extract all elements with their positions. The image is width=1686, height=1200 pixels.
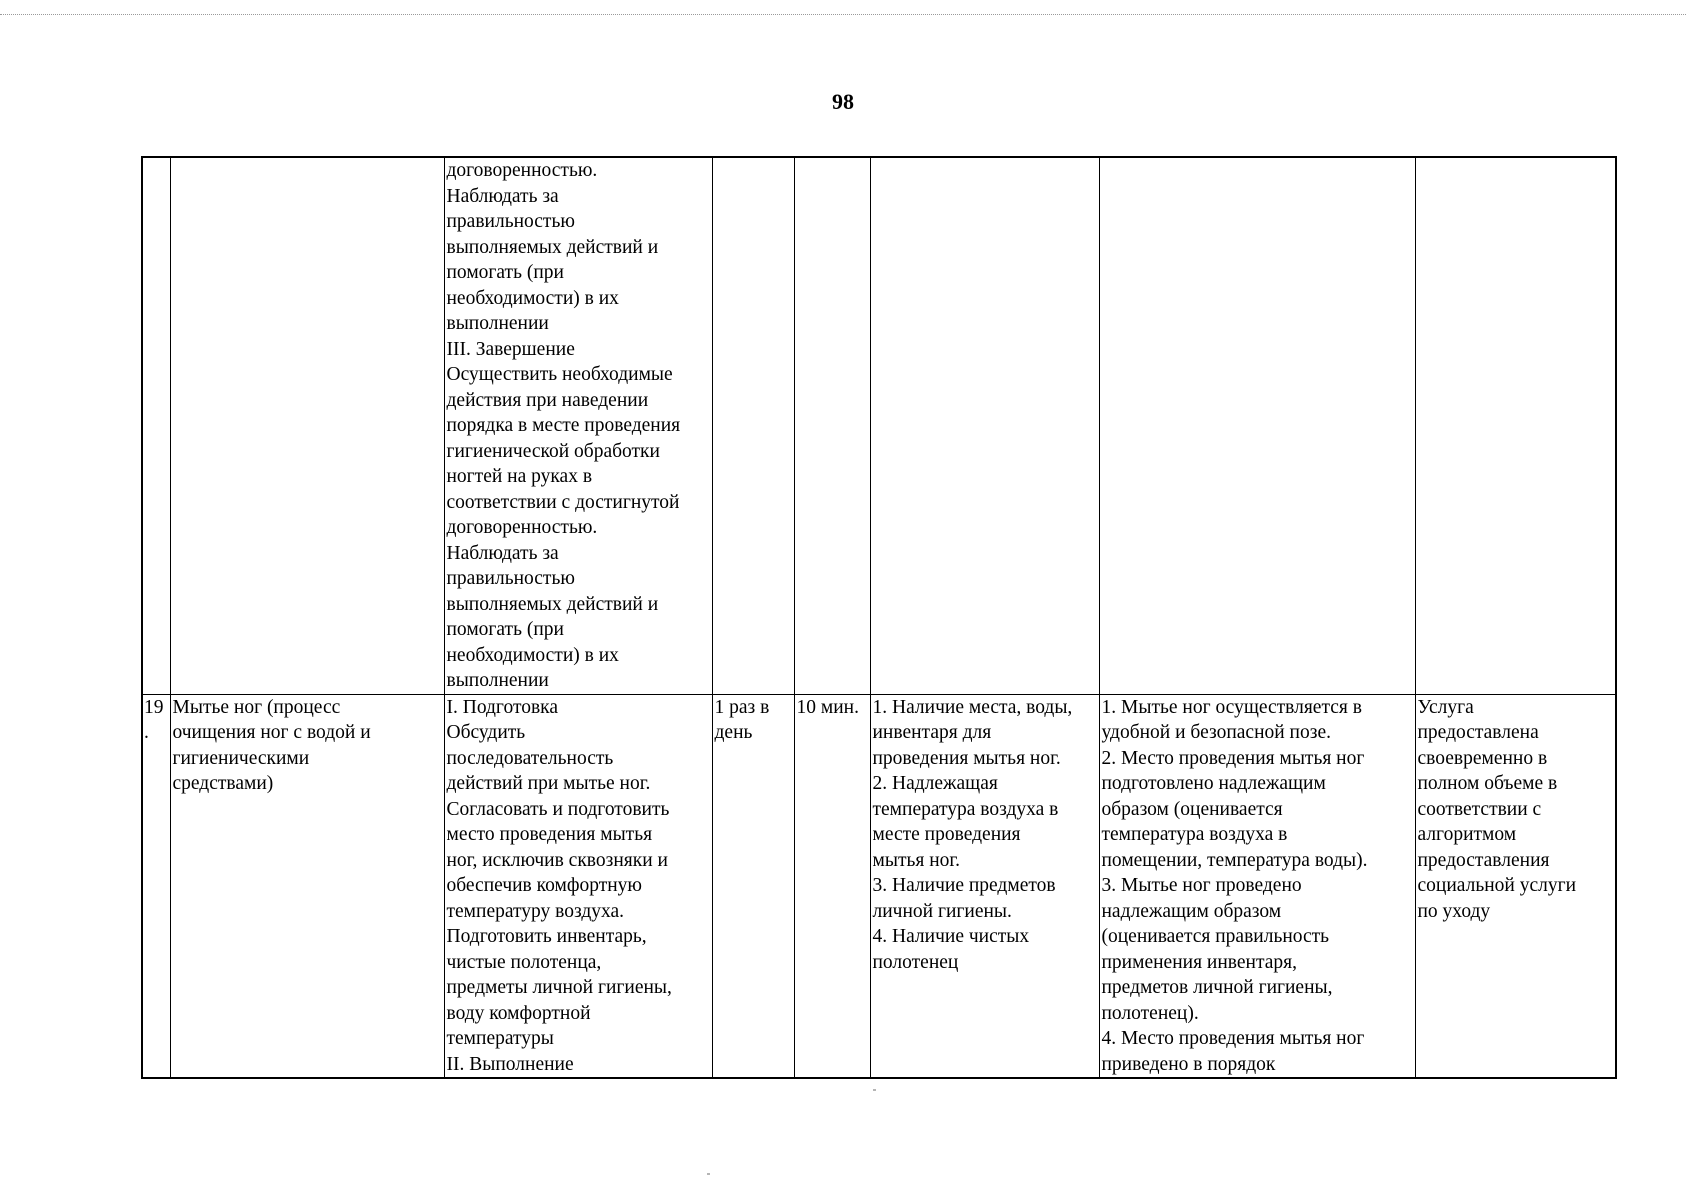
cell-evaluation: Услуга предоставлена своевременно в полном объеме в соответствии с алгоритмом предоставления социальной услуги по уходу — [1415, 694, 1616, 1078]
cell-duration — [794, 157, 870, 694]
cell-conditions: 1. Наличие места, воды, инвентаря для проведения мытья ног. 2. Надлежащая температура воздуха в месте проведения мытья ног. 3. Наличие предметов личной гигиены. 4. Наличие чистых полотенец — [870, 694, 1099, 1078]
service-standards-table — [141, 156, 1617, 1079]
cell-service-name: Мытье ног (процесс очищения ног с водой и гигиеническими средствами) — [170, 694, 444, 1078]
cell-service-content: I. Подготовка Обсудить последовательность действий при мытье ног. Согласовать и подготовить место проведения мытья ног, исключив сквозняки и обеспечив комфортную температуру воздуха. Подготовить инвентарь, чистые полотенца, предметы личной гигиены, воду комфортной температуры II. Выполнение — [444, 694, 712, 1078]
page-number: 98 — [832, 89, 854, 114]
cell-number: 19. — [142, 694, 170, 1078]
cell-conditions — [870, 157, 1099, 694]
cell-service-content: договоренностью. Наблюдать за правильностью выполняемых действий и помогать (при необходимости) в их выполнении III. Завершение Осуществить необходимые действия при наведении порядка в месте проведения гигиенической обработки ногтей на руках в соответствии с достигнутой договоренностью. Наблюдать за правильностью выполняемых действий и помогать (при необходимости) в их выполнении — [444, 157, 712, 694]
scan-speck — [873, 1089, 876, 1091]
cell-periodicity — [712, 157, 794, 694]
cell-quality-indicators: 1. Мытье ног осуществляется в удобной и безопасной позе. 2. Место проведения мытья ног подготовлено надлежащим образом (оценивается температура воздуха в помещении, температура воды). 3. Мытье ног проведено надлежащим образом (оценивается правильность применения инвентаря, предметов личной гигиены, полотенец). 4. Место проведения мытья ног приведено в порядок — [1099, 694, 1415, 1078]
scan-edge-line — [0, 14, 1686, 15]
table-row — [142, 157, 1616, 694]
cell-quality-indicators — [1099, 157, 1415, 694]
cell-periodicity: 1 раз в день — [712, 694, 794, 1078]
scan-speck — [707, 1173, 710, 1175]
cell-number — [142, 157, 170, 694]
cell-duration: 10 мин. — [794, 694, 870, 1078]
cell-service-name — [170, 157, 444, 694]
table-row — [142, 694, 1616, 1078]
cell-evaluation — [1415, 157, 1616, 694]
